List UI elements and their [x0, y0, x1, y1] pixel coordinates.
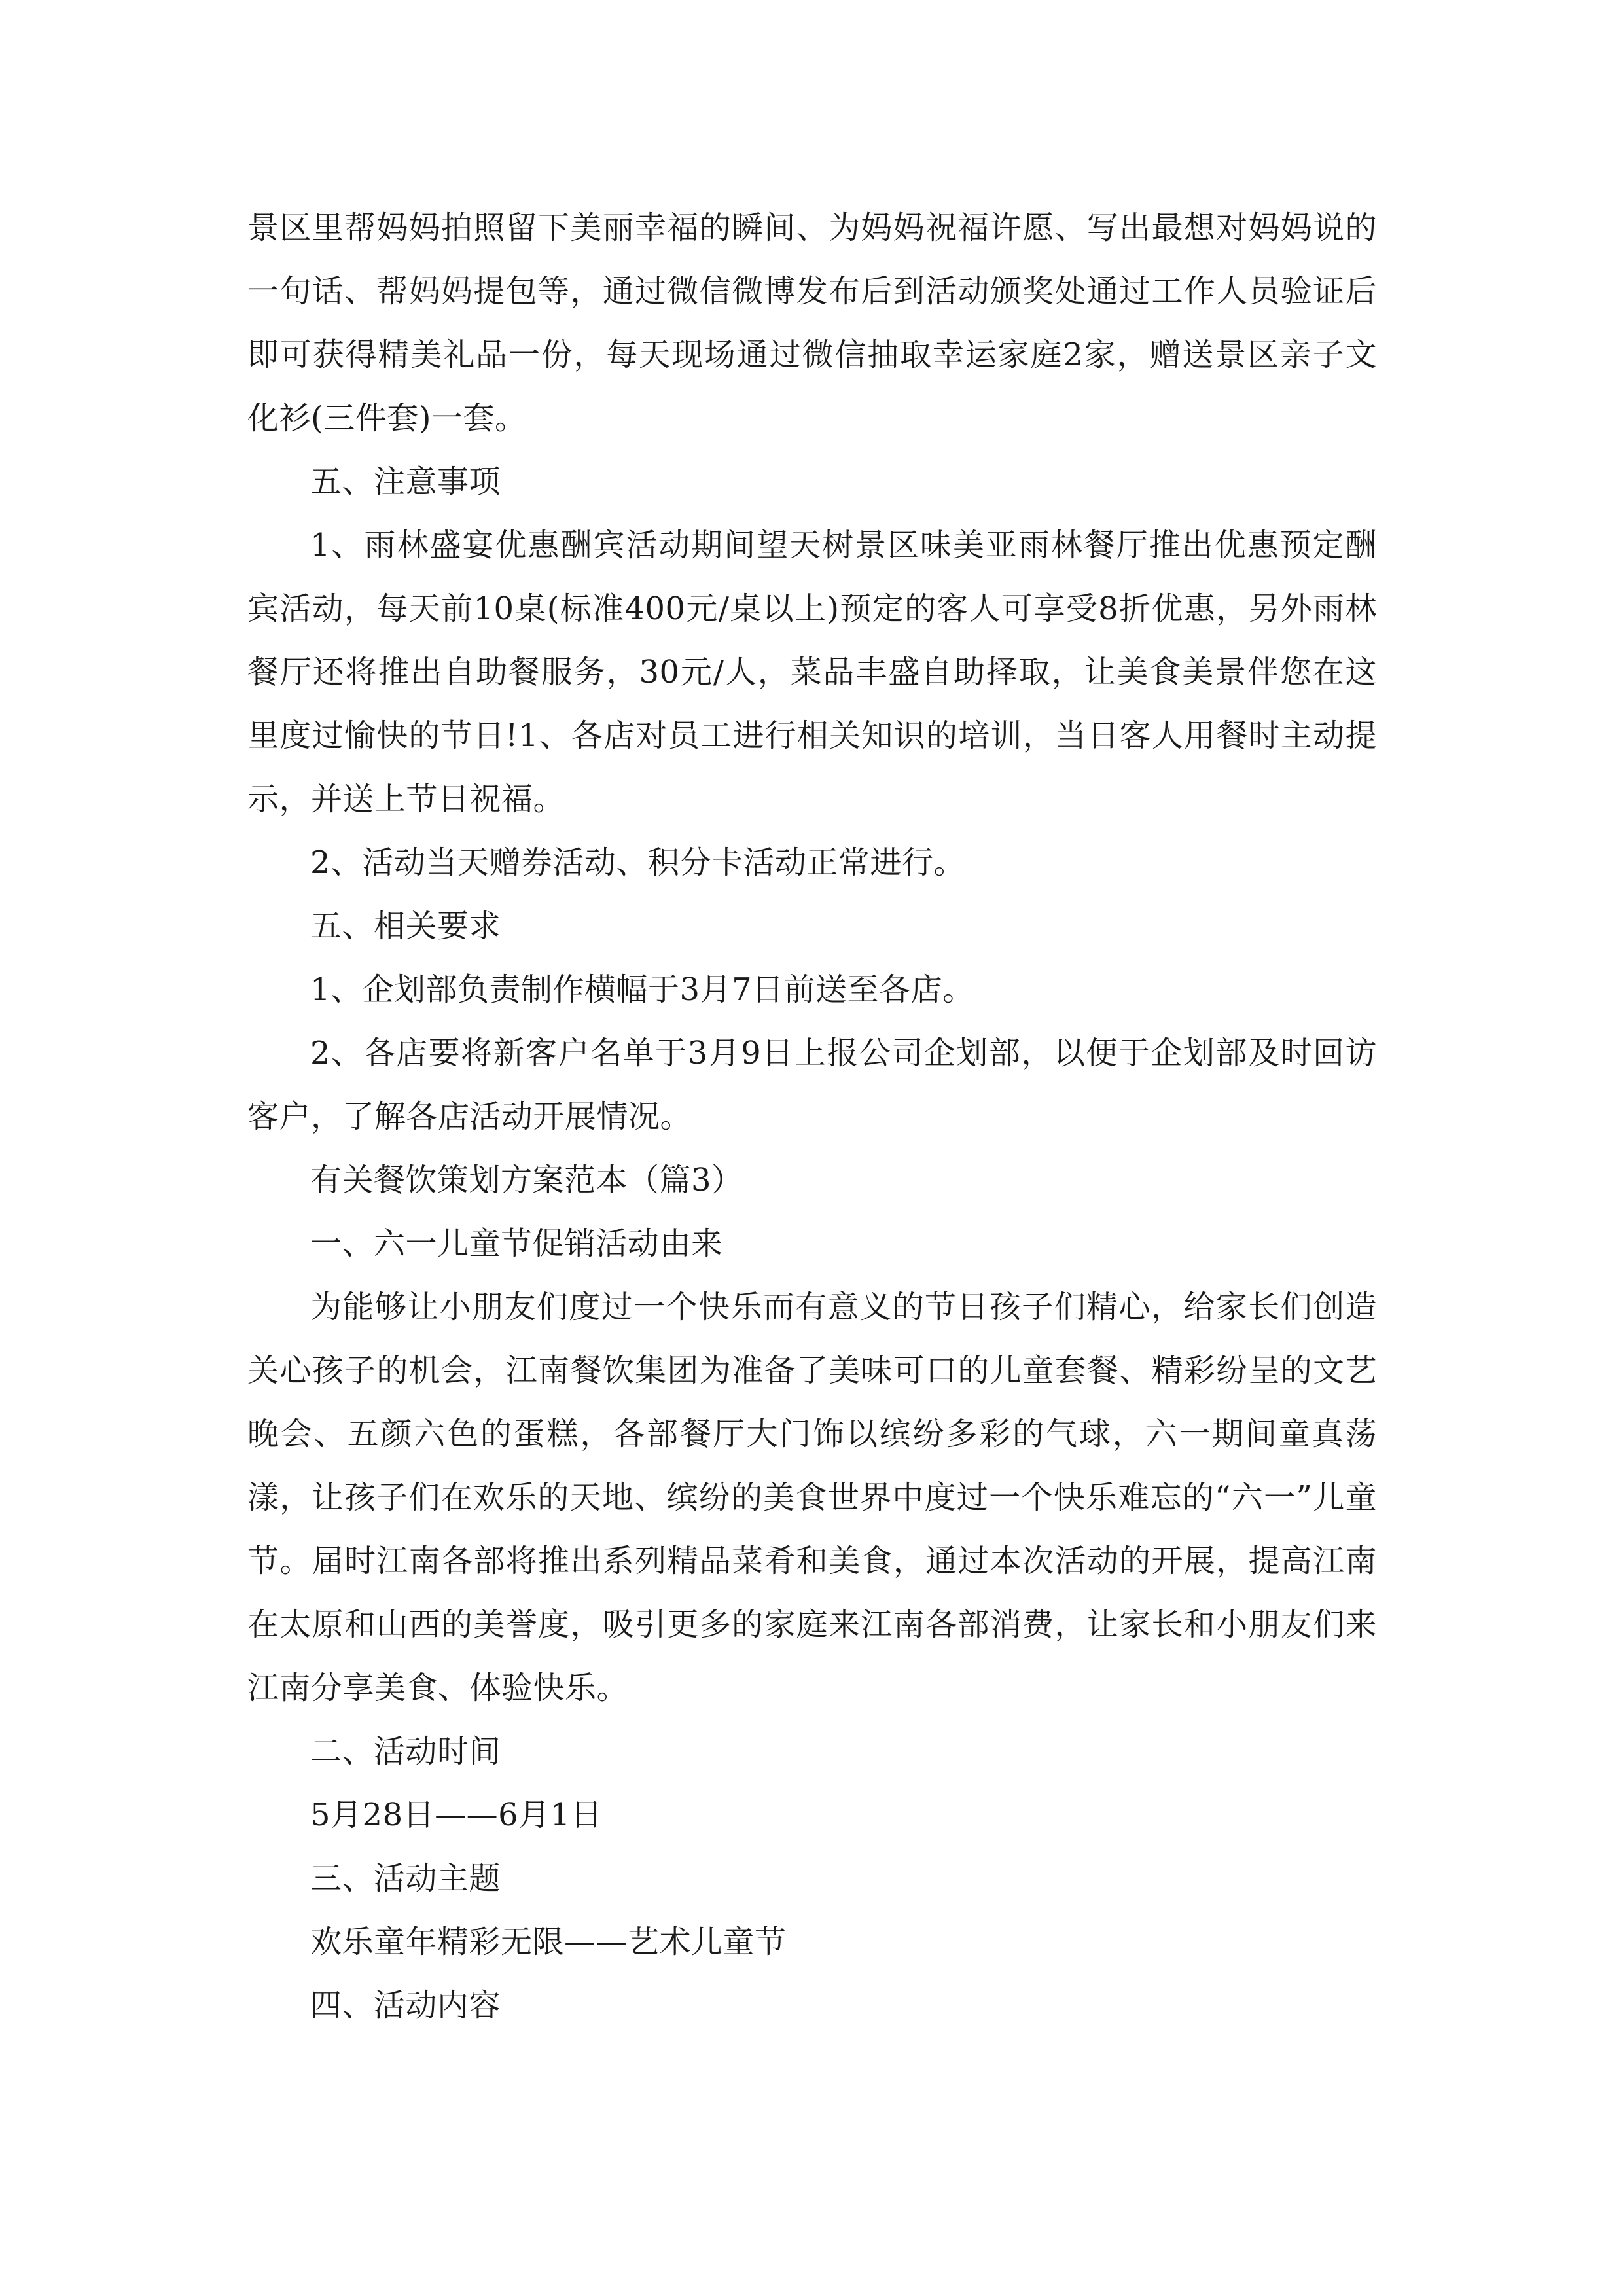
paragraph-coupon-activity: 2、活动当天赠券活动、积分卡活动正常进行。: [310, 844, 966, 881]
paragraph-customer-list: 2、各店要将新客户名单于3月9日上报公司企划部，以便于企划部及时回访客户，了解各店活动开展情况。: [247, 1035, 1377, 1135]
paragraph-banner: 1、企划部负责制作横幅于3月7日前送至各店。: [310, 971, 974, 1008]
section-heading-theme: 三、活动主题: [310, 1860, 501, 1897]
paragraph-date-range: 5月28日——6月1日: [310, 1797, 603, 1833]
paragraph-rainforest-banquet: 1、雨林盛宴优惠酬宾活动期间望天树景区味美亚雨林餐厅推出优惠预定酬宾活动，每天前10桌(标准400元/桌以上)预定的客人可享受8折优惠，另外雨林餐厅还将推出自助餐服务，30元/人，菜品丰盛自助择取，让美食美景伴您在这里度过愉快的节日!1、各店对员工进行相关知识的培训，当日客人用餐时主动提示，并送上节日祝福。: [247, 527, 1377, 817]
paragraph-theme: 欢乐童年精彩无限——艺术儿童节: [310, 1924, 787, 1960]
section-heading-requirements: 五、相关要求: [310, 908, 501, 944]
section-heading-notes: 五、注意事项: [310, 463, 501, 500]
paragraph-childrens-day: 为能够让小朋友们度过一个快乐而有意义的节日孩子们精心，给家长们创造关心孩子的机会，江南餐饮集团为准备了美味可口的儿童套餐、精彩纷呈的文艺晚会、五颜六色的蛋糕，各部餐厅大门饰以缤纷多彩的气球，六一期间童真荡漾，让孩子们在欢乐的天地、缤纷的美食世界中度过一个快乐难忘的“六一”儿童节。届时江南各部将推出系列精品菜肴和美食，通过本次活动的开展，提高江南在太原和山西的美誉度，吸引更多的家庭来江南各部消费，让家长和小朋友们来江南分享美食、体验快乐。: [247, 1289, 1377, 1706]
section-heading-content: 四、活动内容: [310, 1987, 501, 2024]
section-heading-time: 二、活动时间: [310, 1733, 501, 1770]
section-heading-origin: 一、六一儿童节促销活动由来: [310, 1225, 723, 1262]
document-body: [247, 196, 1377, 2037]
article-title-part3: 有关餐饮策划方案范本（篇3）: [310, 1162, 743, 1198]
paragraph-1: 景区里帮妈妈拍照留下美丽幸福的瞬间、为妈妈祝福许愿、写出最想对妈妈说的一句话、帮妈妈提包等，通过微信微博发布后到活动颁奖处通过工作人员验证后即可获得精美礼品一份，每天现场通过微信抽取幸运家庭2家，赠送景区亲子文化衫(三件套)一套。: [247, 209, 1377, 437]
